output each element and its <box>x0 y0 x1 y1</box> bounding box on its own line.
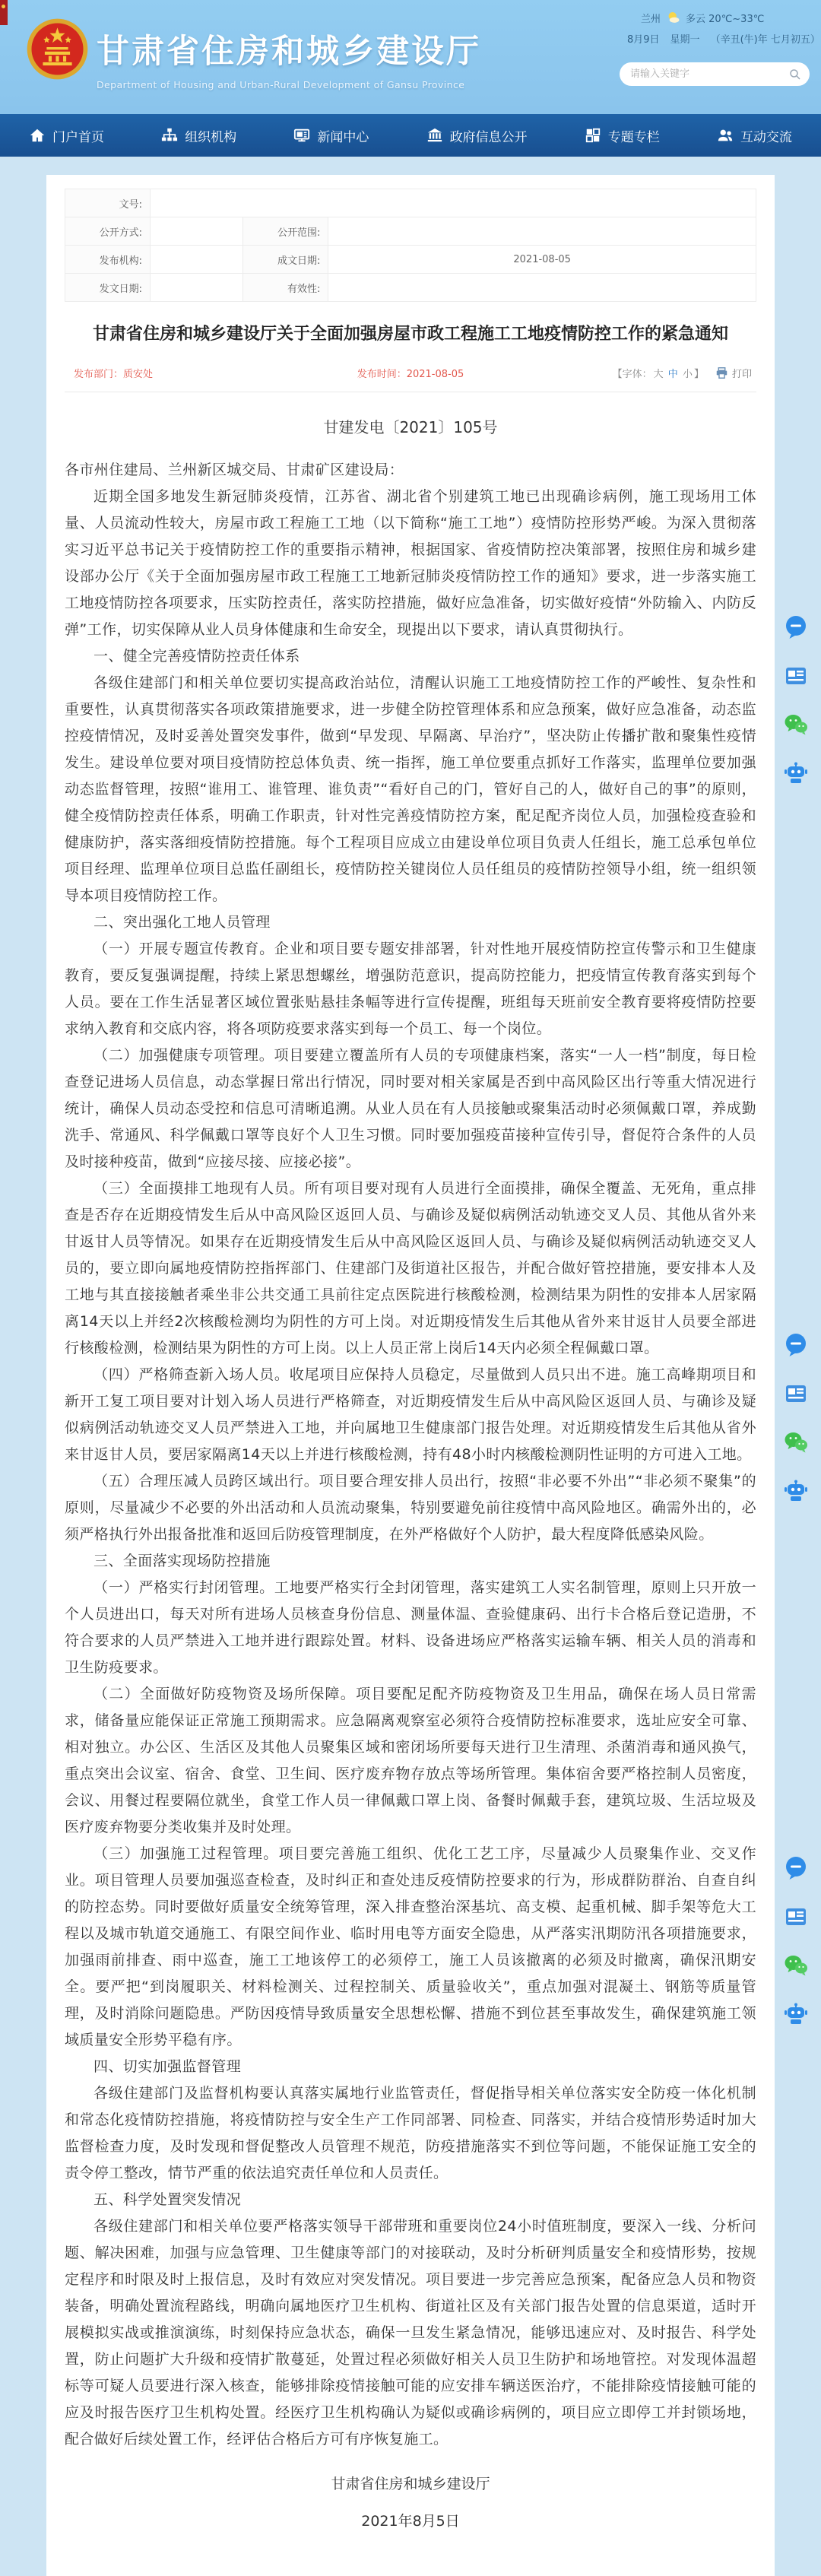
news-icon <box>293 127 310 144</box>
doc-paragraph-para: （四）严格筛查新入场人员。收尾项目应保持人员稳定，尽量做到人员只出不进。施工高峰期项目和新开工复工项目要对计划入场人员进行严格筛查，对近期疫情发生后从中高风险区返回人员、与确诊及疑似病例活动轨迹交叉人员严禁进入工地，并向属地卫生健康部门报告处理。对近期疫情发生后其他从省外来甘返甘人员，要居家隔离14天以上并进行核酸检测，持有48小时内核酸检测阴性证明的方可进入工地。 <box>65 1366 756 1463</box>
nav-label: 新闻中心 <box>317 129 369 145</box>
nav-item-news[interactable] <box>293 126 369 145</box>
open-scope-value <box>328 217 756 246</box>
font-label-close: 】 <box>693 369 704 380</box>
government-building-icon <box>426 127 443 144</box>
nav-label: 组织机构 <box>185 129 237 145</box>
publish-org-value <box>151 246 243 274</box>
nav-label: 门户首页 <box>52 129 104 145</box>
date-bar <box>627 31 820 46</box>
home-icon <box>29 127 46 144</box>
doc-paragraph-heading: 二、突出强化工地人员管理 <box>94 914 271 931</box>
written-date-label: 成文日期: <box>243 246 328 274</box>
chat-bubble-icon[interactable] <box>783 614 809 640</box>
table-row <box>65 246 756 274</box>
doc-number-label: 文号: <box>65 189 151 217</box>
doc-paragraph-salutation: 各市州住建局、兰州新区城交局、甘肃矿区建设局： <box>65 462 404 478</box>
open-type-value <box>151 217 243 246</box>
search-input[interactable] <box>630 68 788 80</box>
font-label: 【字体： <box>612 369 652 380</box>
table-row <box>65 189 756 217</box>
chat-bubble-icon[interactable] <box>783 1855 809 1881</box>
national-emblem-icon <box>26 17 89 81</box>
site-header <box>0 0 821 114</box>
chat-bubble-icon[interactable] <box>783 1332 809 1358</box>
doc-paragraph-para: （二）加强健康专项管理。项目要建立覆盖所有人员的专项健康档案，落实“一人一档”制度，每日检查登记进场人员信息，动态掌握日常出行情况，同时要对相关家属是否到中高风险区出行等重大情况进行统计，确保人员动态受控和信息可清晰追溯。从业人员在有人员接触或聚集活动时必须佩戴口罩，养成勤洗手、常通风、科学佩戴口罩等良好个人卫生习惯。同时要加强疫苗接种宣传引导，督促符合条件的人员及时接种疫苗，做到“应接尽接、应接必接”。 <box>65 1047 756 1170</box>
table-row <box>65 217 756 246</box>
doc-paragraph-para: （一）开展专题宣传教育。企业和项目要专题安排部署，针对性地开展疫情防控宣传警示和卫生健康教育，要反复强调提醒，持续上紧思想螺丝，增强防范意识，提高防控能力，把疫情宣传教育落实到每个人员。要在工作生活显著区域位置张贴悬挂条幅等进行宣传提醒，班组每天班前安全教育要将疫情防控要求纳入教育和交底内容，将各项防疫要求落实到每一个员工、每一个岗位。 <box>65 941 756 1037</box>
wechat-icon[interactable] <box>783 1953 809 1978</box>
printer-icon <box>715 366 728 379</box>
doc-paragraph-para: （三）加强施工过程管理。项目要完善施工组织、优化工艺工序，尽量减少人员聚集作业、交叉作业。项目管理人员要加强巡查检查，及时纠正和查处违反疫情防控要求的行为，形成群防群治、自查自纠的防控态势。同时要做好质量安全统筹管理，深入排查整治深基坑、高支模、起重机械、脚手架等危大工程以及城市轨道交通施工、有限空间作业、临时用电等方面安全隐患，从严落实汛期防汛各项措施要求，加强雨前排查、雨中巡查，施工工地该停工的必须停工，施工人员该撤离的必须及时撤离，确保汛期安全。要严把“到岗履职关、材料检测关、过程控制关、质量验收关”，重点加强对混凝土、钢筋等质量管理，及时消除问题隐患。严防因疫情导致质量安全思想松懈、措施不到位甚至事故发生，确保建筑施工领域质量安全形势平稳有序。 <box>65 1845 756 2048</box>
doc-paragraph-para: （五）合理压减人员跨区域出行。项目要合理安排人员出行，按照“非必要不外出”“非必须不聚集”的原则，尽量减少不必要的外出活动和人员流动聚集，特别要避免前往疫情中高风险地区。确需外出的，必须严格执行外出报备批准和返回后防疫管理制度，在外严格做好个人防护，最大程度降低感染风险。 <box>65 1473 756 1543</box>
print-label: 打印 <box>731 369 752 380</box>
signature-date: 2021年8月5日 <box>361 2513 460 2530</box>
font-medium-button[interactable]: 中 <box>667 369 678 380</box>
print-button[interactable] <box>715 366 752 380</box>
document-info-table <box>65 189 756 302</box>
font-small-button[interactable]: 小 <box>682 369 693 380</box>
open-scope-label: 公开范围: <box>243 217 328 246</box>
validity-value <box>328 274 756 302</box>
issue-date-label: 发文日期: <box>65 274 151 302</box>
doc-paragraph-heading: 三、全面落实现场防控措施 <box>94 1553 271 1569</box>
robot-icon[interactable] <box>783 1478 809 1504</box>
main-nav <box>0 114 821 157</box>
publish-dept: 发布部门：质安处 <box>74 369 154 380</box>
doc-paragraph-heading: 一、健全完善疫情防控责任体系 <box>94 648 300 665</box>
site-title: 甘肃省住房和城乡建设厅 <box>97 33 481 71</box>
grid-icon <box>585 127 601 144</box>
floating-toolbar <box>783 614 810 786</box>
doc-paragraph-para: 近期全国多地发生新冠肺炎疫情，江苏省、湖北省个别建筑工地已出现确诊病例，施工现场用工体量、人员流动性较大，房屋市政工程施工工地（以下简称“施工工地”）疫情防控形势严峻。为深入贯彻落实习近平总书记关于疫情防控工作的重要指示精神，根据国家、省疫情防控决策部署，按照住房和城乡建设部办公厅《关于全面加强房屋市政工程施工工地新冠肺炎疫情防控工作的通知》要求，进一步落实施工工地疫情防控各项要求，压实防控责任，落实防控措施，做好应急准备，切实做好疫情“外防输入、内防反弹”工作，切实保障从业人员身体健康和生命安全，现提出以下要求，请认真贯彻执行。 <box>65 488 756 638</box>
robot-icon[interactable] <box>783 2001 809 2027</box>
org-chart-icon <box>161 127 178 144</box>
nav-item-home[interactable] <box>29 126 104 145</box>
publish-time: 发布时间：2021-08-05 <box>357 369 464 380</box>
floating-toolbar <box>783 1332 810 1504</box>
weather-city: 兰州 <box>641 14 661 25</box>
date-text: 8月9日 <box>627 34 660 46</box>
news-card-icon[interactable] <box>783 663 809 689</box>
nav-item-gov-info[interactable] <box>426 126 528 145</box>
news-card-icon[interactable] <box>783 1904 809 1930</box>
font-large-button[interactable]: 大 <box>653 369 664 380</box>
lunar-date-text: （辛丑(牛)年 七月初五） <box>710 34 820 46</box>
partly-cloudy-icon <box>666 11 680 25</box>
nav-label: 专题专栏 <box>607 129 660 145</box>
open-type-label: 公开方式: <box>65 217 151 246</box>
document-number: 甘建发电〔2021〕105号 <box>323 418 498 436</box>
nav-item-organization[interactable] <box>161 126 236 145</box>
doc-number-value <box>151 189 756 217</box>
doc-paragraph-para: （一）严格实行封闭管理。工地要严格实行全封闭管理，落实建筑工人实名制管理，原则上只开放一个人员进出口，每天对所有进场人员核查身份信息、测量体温、查验健康码、出行卡合格后登记造册，不符合要求的人员严禁进入工地并进行跟踪处置。材料、设备进场应严格落实运输车辆、相关人员的消毒和卫生防疫要求。 <box>65 1579 756 1676</box>
table-row <box>65 274 756 302</box>
doc-paragraph-para: 各级住建部门和相关单位要切实提高政治站位，清醒认识施工工地疫情防控工作的严峻性、复杂性和重要性，认真贯彻落实各项政策措施要求，进一步健全防控管理体系和应急预案，做好应急准备，动态监控疫情情况，及时妥善处置突发事件，做到“早发现、早隔离、早治疗”，坚决防止传播扩散和聚集性疫情发生。建设单位要对项目疫情防控总体负责、统一指挥，施工单位要重点抓好工作落实，监理单位要加强动态监督管理，按照“谁用工、谁管理、谁负责”“看好自己的门，管好自己的人，做好自己的事”的原则，健全疫情防控责任体系，明确工作职责，针对性完善疫情防控方案，配足配齐岗位人员，加强检疫查验和健康防护，落实落细疫情防控措施。每个工程项目应成立由建设单位项目负责人任组长，施工总承包单位项目经理、监理单位项目总监任副组长，疫情防控关键岗位人员任组员的疫情防控领导小组，统一组织领导本项目疫情防控工作。 <box>65 674 756 904</box>
weekday-text: 星期一 <box>670 34 700 46</box>
validity-label: 有效性: <box>243 274 328 302</box>
nav-item-interaction[interactable] <box>717 126 792 145</box>
nav-item-special-topics[interactable] <box>585 126 660 145</box>
news-card-icon[interactable] <box>783 1381 809 1407</box>
written-date-value: 2021-08-05 <box>328 246 756 274</box>
nav-label: 互动交流 <box>740 129 792 145</box>
doc-paragraph-para: 各级住建部门和相关单位要严格落实领导干部带班和重要岗位24小时值班制度，要深入一线、分析问题、解决困难，加强与应急管理、卫生健康等部门的对接联动，及时分析研判质量安全和疫情形势，按规定程序和时限及时上报信息，及时有效应对突发情况。项目要进一步完善应急预案，配备应急人员和物资装备，明确处置流程路线，明确向属地医疗卫生机构、街道社区及有关部门报告处置的信息渠道，适时开展模拟实战或推演演练，时刻保持应急状态，确保一旦发生紧急情况，能够迅速应对、及时报告、科学处置，防止问题扩大升级和疫情扩散蔓延，处置过程必须做好相关人员卫生防护和场地管控。对发现体温超标等可疑人员要进行深入核查，能够排除疫情接触可能的应安排车辆送医治疗，不能排除疫情接触可能的应及时报告医疗卫生机构处置。经医疗卫生机构确认为疑似或确诊病例的，项目应立即停工并封锁场地，配合做好后续处置工作，经评估合格后方可有序恢复施工。 <box>65 2218 756 2448</box>
doc-paragraph-heading: 五、科学处置突发情况 <box>94 2191 242 2208</box>
issue-date-value <box>151 274 243 302</box>
wechat-icon[interactable] <box>783 1429 809 1455</box>
people-icon <box>717 127 734 144</box>
publish-org-label: 发布机构: <box>65 246 151 274</box>
floating-toolbar <box>783 1855 810 2027</box>
weather-text: 多云 20℃~33℃ <box>686 14 765 25</box>
doc-paragraph-para: （三）全面摸排工地现有人员。所有项目要对现有人员进行全面摸排，确保全覆盖、无死角，重点排查是否存在近期疫情发生后从中高风险区返回人员、与确诊及疑似病例活动轨迹交叉人员、其他从省外来甘返甘人员等情况。如果存在近期疫情发生后从中高风险区返回人员、与确诊及疑似病例活动轨迹交叉人员的，要立即向属地疫情防控指挥部门、住建部门及街道社区报告，并配合做好管控措施，要安排本人及工地与其直接接触者乘坐非公共交通工具前往定点医院进行核酸检测，检测结果为阴性的安排本人居家隔离14天以上并经2次核酸检测均为阴性的方可上岗。对近期疫情发生后其他从省外来甘返甘人员要全部进行核酸检测，检测结果为阴性的方可上岗。以上人员正常上岗后14天内必须全程佩戴口罩。 <box>65 1180 756 1356</box>
signature-org: 甘肃省住房和城乡建设厅 <box>331 2476 490 2492</box>
robot-icon[interactable] <box>783 760 809 786</box>
article-card <box>46 175 775 2576</box>
search-box <box>620 62 810 86</box>
doc-paragraph-para: （二）全面做好防疫物资及场所保障。项目要配足配齐防疫物资及卫生用品，确保在场人员日常需求，储备量应能保证正常施工预期需求。应急隔离观察室必须符合疫情防控标准要求，选址应安全可靠、相对独立。办公区、生活区及其他人员聚集区域和密闭场所要每天进行卫生清理、杀菌消毒和通风换气，重点突出会议室、宿舍、食堂、卫生间、医疗废弃物存放点等场所管理。集体宿舍要严格控制人员密度，会议、用餐过程要隔位就坐，食堂工作人员一律佩戴口罩上岗、备餐时佩戴手套，建筑垃圾、生活垃圾及医疗废弃物要分类收集并及时处理。 <box>65 1686 756 1835</box>
doc-paragraph-heading: 四、切实加强监督管理 <box>94 2058 242 2075</box>
article-meta <box>65 366 756 381</box>
font-size-control <box>612 366 705 380</box>
site-subtitle-english: Department of Housing and Urban-Rural Development of Gansu Province <box>97 79 465 90</box>
search-icon[interactable] <box>788 68 802 81</box>
corner-ornament <box>0 0 8 25</box>
weather-bar <box>641 11 764 25</box>
article-body <box>65 457 756 2453</box>
article-title: 甘肃省住房和城乡建设厅关于全面加强房屋市政工程施工工地疫情防控工作的紧急通知 <box>92 325 728 344</box>
nav-label: 政府信息公开 <box>449 129 528 145</box>
doc-paragraph-para: 各级住建部门及监督机构要认真落实属地行业监管责任，督促指导相关单位落实安全防疫一体化机制和常态化疫情防控措施，将疫情防控与安全生产工作同部署、同检查、同落实，并结合疫情形势适时加大监督检查力度，及时发现和督促整改人员管理不规范，防疫措施落实不到位等问题，不能保证施工安全的责令停工整改，情节严重的依法追究责任单位和人员责任。 <box>65 2085 756 2181</box>
site-brand <box>97 26 481 90</box>
wechat-icon[interactable] <box>783 712 809 738</box>
signature-block <box>65 2473 756 2530</box>
content-area <box>0 175 821 2576</box>
